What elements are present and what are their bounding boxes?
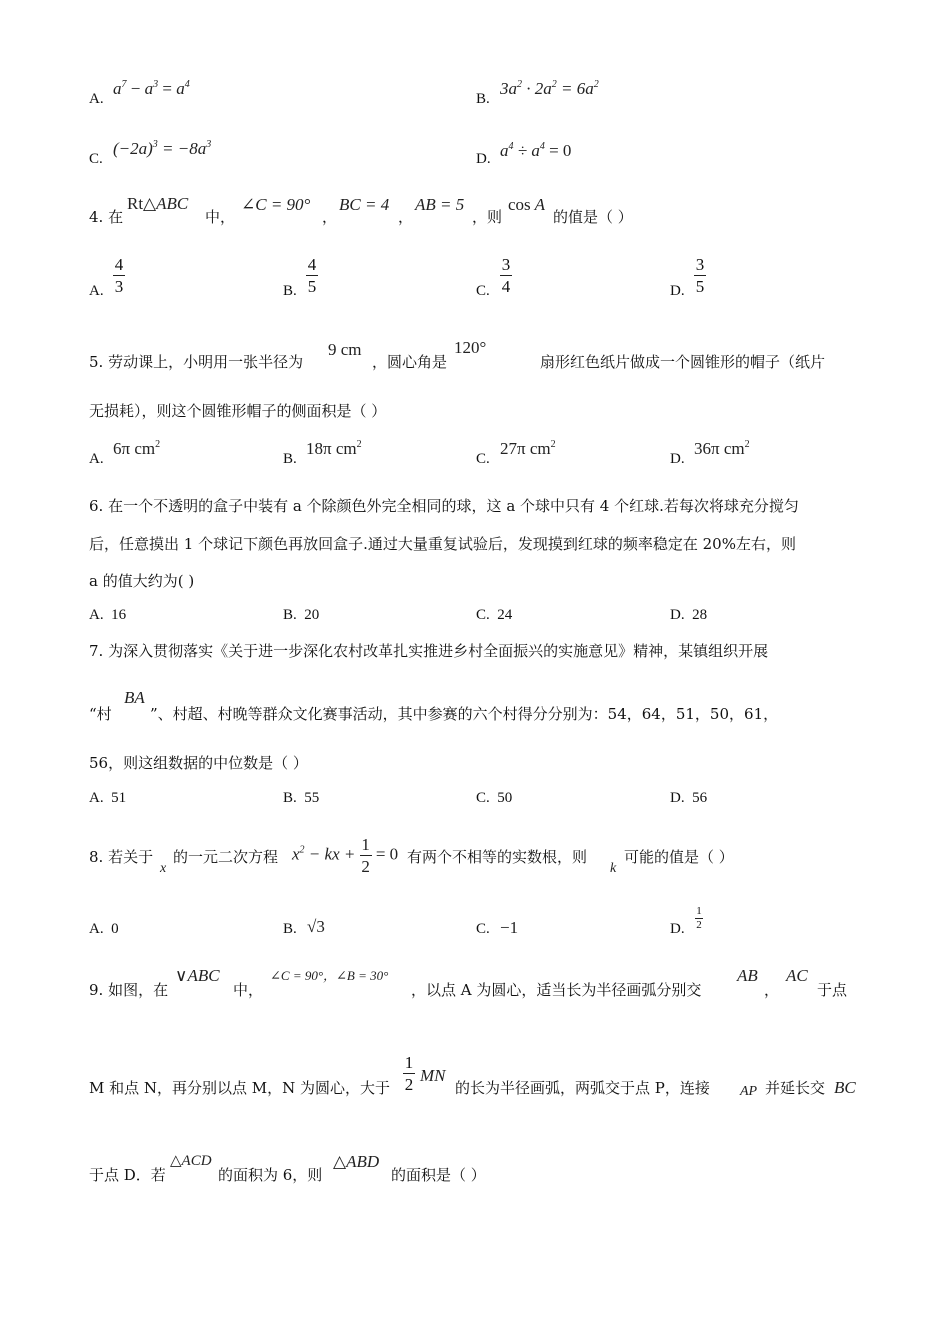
q8-a-value: 0 bbox=[111, 921, 119, 937]
q4-b-num: 4 bbox=[307, 255, 317, 274]
q3-d-p2: ÷ a bbox=[513, 141, 540, 160]
q4-option-c-fraction bbox=[500, 256, 512, 295]
q8-d-den: 2 bbox=[696, 919, 702, 931]
q8-text-1: 8. 若关于 bbox=[89, 848, 154, 866]
q4-cos-fn: cos bbox=[508, 195, 531, 214]
q4-bc: BC = 4 bbox=[339, 195, 390, 214]
q8-eq-fraction bbox=[360, 836, 372, 875]
q7-option-d bbox=[670, 791, 707, 806]
q7-b-value: 55 bbox=[304, 790, 320, 806]
q8-option-c-label: C. bbox=[476, 921, 490, 937]
q8-eq-bar bbox=[360, 855, 372, 856]
q4-option-a-label: A. bbox=[89, 283, 104, 299]
q5-option-c-value bbox=[500, 440, 556, 457]
q4-c-num: 3 bbox=[501, 255, 511, 274]
q5-text-3: 扇形红色纸片做成一个圆锥形的帽子（纸片 bbox=[540, 353, 826, 371]
q5-c-value: 27π cm bbox=[500, 439, 551, 458]
q3-option-c-expression bbox=[113, 140, 211, 157]
q4-cos bbox=[508, 196, 545, 213]
q4-option-b-label: B. bbox=[283, 283, 297, 299]
q7-d-label: D. bbox=[670, 790, 685, 806]
q7-option-b bbox=[283, 791, 319, 806]
q4-ab: AB = 5 bbox=[415, 195, 465, 214]
q5-text-1: 5. 劳动课上，小明用一张半径为 bbox=[89, 353, 304, 371]
q9-acd: △ACD bbox=[170, 1153, 212, 1169]
q5-option-d-value bbox=[694, 440, 750, 457]
q6-c-label: C. bbox=[476, 607, 490, 623]
q3-a-minus: − bbox=[126, 79, 145, 98]
q3-b-e3: 2 bbox=[593, 79, 599, 90]
q9-ap: AP bbox=[740, 1084, 758, 1099]
q4-c-den: 4 bbox=[501, 277, 511, 296]
q5-a-exp: 2 bbox=[155, 439, 161, 450]
q7-a-label: A. bbox=[89, 790, 104, 806]
q4-cos-arg: A bbox=[530, 195, 545, 214]
q9-ac: AC bbox=[786, 966, 808, 985]
q8-k: k bbox=[610, 861, 617, 876]
q6-option-c bbox=[476, 608, 512, 623]
q4-a-den: 3 bbox=[114, 277, 124, 296]
q8-eq-num: 1 bbox=[361, 835, 370, 854]
q6-option-d bbox=[670, 608, 707, 623]
q3-c-p1: (−2a) bbox=[113, 139, 153, 158]
q5-d-value: 36π cm bbox=[694, 439, 745, 458]
q7-line-3: 56，则这组数据的中位数是（ ） bbox=[89, 754, 308, 772]
q3-b-p3: = 6a bbox=[556, 79, 594, 98]
q7-a-value: 51 bbox=[111, 790, 127, 806]
q4-text-3: 的值是（ ） bbox=[553, 208, 633, 226]
q5-a-value: 6π cm bbox=[113, 439, 156, 458]
q6-b-label: B. bbox=[283, 607, 297, 623]
q9-text-1: 9. 如图，在 bbox=[89, 981, 169, 999]
q8-option-b-value: √3 bbox=[307, 917, 325, 936]
q6-line-3: a 的值大约为( ) bbox=[89, 572, 195, 590]
q4-comma-2: ， bbox=[398, 208, 414, 226]
q3-option-c-label: C. bbox=[89, 151, 103, 167]
q7-ba: BA bbox=[124, 688, 145, 707]
q6-line-1: 6. 在一个不透明的盒子中装有 a 个除颜色外完全相同的球，这 a 个球中只有 4 个红球.若每次将球充分搅匀 bbox=[89, 497, 799, 515]
q3-d-e1: 4 bbox=[508, 141, 514, 152]
q4-c-bar bbox=[500, 275, 512, 276]
q3-a-base2: a bbox=[144, 79, 154, 98]
q3-a-exp1: 7 bbox=[121, 79, 127, 90]
q5-text-4: 无损耗），则这个圆锥形帽子的侧面积是（ ） bbox=[89, 402, 387, 420]
q5-option-d-label: D. bbox=[670, 451, 685, 467]
q4-text-2: ，则 bbox=[472, 208, 503, 226]
q7-c-label: C. bbox=[476, 790, 490, 806]
q6-d-label: D. bbox=[670, 607, 685, 623]
q8-d-num: 1 bbox=[696, 905, 702, 917]
q3-b-p2: · 2a bbox=[522, 79, 552, 98]
q4-option-c-label: C. bbox=[476, 283, 490, 299]
q3-d-p3: = 0 bbox=[544, 141, 572, 160]
q9-text-4: 于点 bbox=[817, 981, 848, 999]
q5-radius: 9 cm bbox=[328, 340, 362, 359]
q9-line-3b: 的面积为 6，则 bbox=[218, 1166, 323, 1184]
q3-c-e1: 3 bbox=[152, 139, 158, 150]
q3-option-b-expression bbox=[500, 80, 599, 97]
q8-eq-den: 2 bbox=[361, 857, 370, 876]
q3-option-d-label: D. bbox=[476, 151, 491, 167]
q8-option-c-value: −1 bbox=[500, 918, 519, 937]
q5-option-c-label: C. bbox=[476, 451, 490, 467]
q3-a-exp2: 3 bbox=[153, 79, 159, 90]
q9-comma: ， bbox=[764, 981, 780, 999]
q8-text-3: 有两个不相等的实数根，则 bbox=[407, 848, 588, 866]
q9-triangle: ∨ABC bbox=[175, 966, 220, 985]
q3-option-b-label: B. bbox=[476, 91, 490, 107]
q4-option-a-fraction bbox=[113, 256, 125, 295]
q6-option-b bbox=[283, 608, 319, 623]
q8-eq-x: x bbox=[292, 844, 300, 864]
q5-b-exp: 2 bbox=[356, 439, 362, 450]
q4-b-bar bbox=[306, 275, 318, 276]
q8-x: x bbox=[160, 861, 167, 876]
q6-a-value: 16 bbox=[111, 607, 127, 623]
q3-d-p1: a bbox=[500, 141, 509, 160]
q7-option-a bbox=[89, 791, 126, 806]
q4-text-1: 中， bbox=[205, 208, 236, 226]
q3-b-p1: 3a bbox=[500, 79, 517, 98]
q4-b-den: 5 bbox=[307, 277, 317, 296]
q7-d-value: 56 bbox=[692, 790, 708, 806]
q5-c-exp: 2 bbox=[550, 439, 556, 450]
q9-text-3: ，以点 A 为圆心，适当长为半径画弧分别交 bbox=[411, 981, 702, 999]
q4-d-bar bbox=[694, 275, 706, 276]
q4-d-den: 5 bbox=[695, 277, 705, 296]
q3-c-p2: = −8a bbox=[157, 139, 207, 158]
q9-angles: ∠C = 90°，∠B = 30° bbox=[270, 968, 389, 983]
q4-number: 4. 在 bbox=[89, 208, 124, 226]
q9-half-num: 1 bbox=[404, 1053, 414, 1072]
q7-c-value: 50 bbox=[497, 790, 513, 806]
q9-bc: BC bbox=[834, 1078, 856, 1097]
q8-equation bbox=[292, 836, 398, 875]
q8-text-4: 可能的值是（ ） bbox=[624, 848, 734, 866]
q5-angle: 120° bbox=[454, 338, 487, 357]
q9-ab: AB bbox=[737, 966, 758, 985]
q9-line-3a: 于点 D．若 bbox=[89, 1166, 166, 1184]
q5-option-a-value bbox=[113, 440, 160, 457]
q3-b-e1: 2 bbox=[517, 79, 522, 90]
q8-option-a bbox=[89, 922, 119, 937]
q4-a-bar bbox=[113, 275, 125, 276]
q3-option-d-expression bbox=[500, 142, 571, 159]
q9-line-2c: 并延长交 bbox=[765, 1079, 826, 1097]
q4-rt: Rt△ bbox=[127, 194, 157, 213]
q8-option-b-label: B. bbox=[283, 921, 297, 937]
q9-half-den: 2 bbox=[404, 1075, 414, 1094]
q4-option-d-label: D. bbox=[670, 283, 685, 299]
q6-option-a bbox=[89, 608, 126, 623]
q4-a-num: 4 bbox=[114, 255, 124, 274]
q9-line-2b: 的长为半径画弧，两弧交于点 P，连接 bbox=[455, 1079, 710, 1097]
q3-d-e2: 4 bbox=[539, 141, 545, 152]
q4-triangle bbox=[127, 195, 188, 212]
q5-option-b-label: B. bbox=[283, 451, 297, 467]
q4-comma-1: ， bbox=[322, 208, 338, 226]
q3-a-base: a bbox=[113, 79, 122, 98]
q9-mn: MN bbox=[420, 1066, 446, 1085]
q6-c-value: 24 bbox=[497, 607, 513, 623]
q9-line-3c: 的面积是（ ） bbox=[391, 1166, 486, 1184]
q4-angle: ∠C = 90° bbox=[241, 195, 311, 214]
q4-option-b-fraction bbox=[306, 256, 318, 295]
q3-option-a-label: A. bbox=[89, 91, 104, 107]
q8-text-2: 的一元二次方程 bbox=[173, 848, 279, 866]
q4-option-d-fraction bbox=[694, 256, 706, 295]
q5-option-a-label: A. bbox=[89, 451, 104, 467]
q8-eq-end: = 0 bbox=[371, 844, 399, 864]
q6-line-2: 后，任意摸出 1 个球记下颜色再放回盒子.通过大量重复试验后，发现摸到红球的频率稳定在 20%左右，则 bbox=[89, 535, 796, 553]
q4-abc: ABC bbox=[156, 194, 189, 213]
q3-a-eq: = bbox=[158, 79, 177, 98]
q8-eq-mid: − kx + bbox=[304, 844, 360, 864]
q7-quote-open: “村 bbox=[89, 705, 112, 723]
q7-b-label: B. bbox=[283, 790, 297, 806]
q6-b-value: 20 bbox=[304, 607, 320, 623]
q8-a-label: A. bbox=[89, 921, 104, 937]
q5-text-2: ，圆心角是 bbox=[372, 353, 448, 371]
q3-option-a-expression bbox=[113, 80, 190, 97]
q7-line-2: ”、村超、村晚等群众文化赛事活动，其中参赛的六个村得分分别为：54，64，51，50，61， bbox=[150, 705, 779, 723]
q8-option-d-label: D. bbox=[670, 921, 685, 937]
q7-line-1: 7. 为深入贯彻落实《关于进一步深化农村改革扎实推进乡村全面振兴的实施意见》精神，某镇组织开展 bbox=[89, 642, 769, 660]
q8-eq-exp: 2 bbox=[299, 844, 305, 856]
q3-a-exp3: 4 bbox=[184, 79, 190, 90]
q3-c-e2: 3 bbox=[206, 139, 212, 150]
q3-b-e2: 2 bbox=[551, 79, 557, 90]
q5-option-b-value bbox=[306, 440, 362, 457]
q6-d-value: 28 bbox=[692, 607, 708, 623]
q5-b-value: 18π cm bbox=[306, 439, 357, 458]
q9-abd: △ABD bbox=[333, 1152, 380, 1171]
q7-option-c bbox=[476, 791, 512, 806]
q9-half-fraction bbox=[403, 1054, 415, 1093]
q9-text-2: 中， bbox=[233, 981, 264, 999]
q6-a-label: A. bbox=[89, 607, 104, 623]
q3-a-base3: a bbox=[176, 79, 185, 98]
q5-d-exp: 2 bbox=[744, 439, 750, 450]
q9-line-2a: M 和点 N，再分别以点 M，N 为圆心，大于 bbox=[89, 1079, 391, 1097]
q4-d-num: 3 bbox=[695, 255, 705, 274]
q9-half-bar bbox=[403, 1073, 415, 1074]
q8-option-d-fraction bbox=[695, 906, 703, 931]
